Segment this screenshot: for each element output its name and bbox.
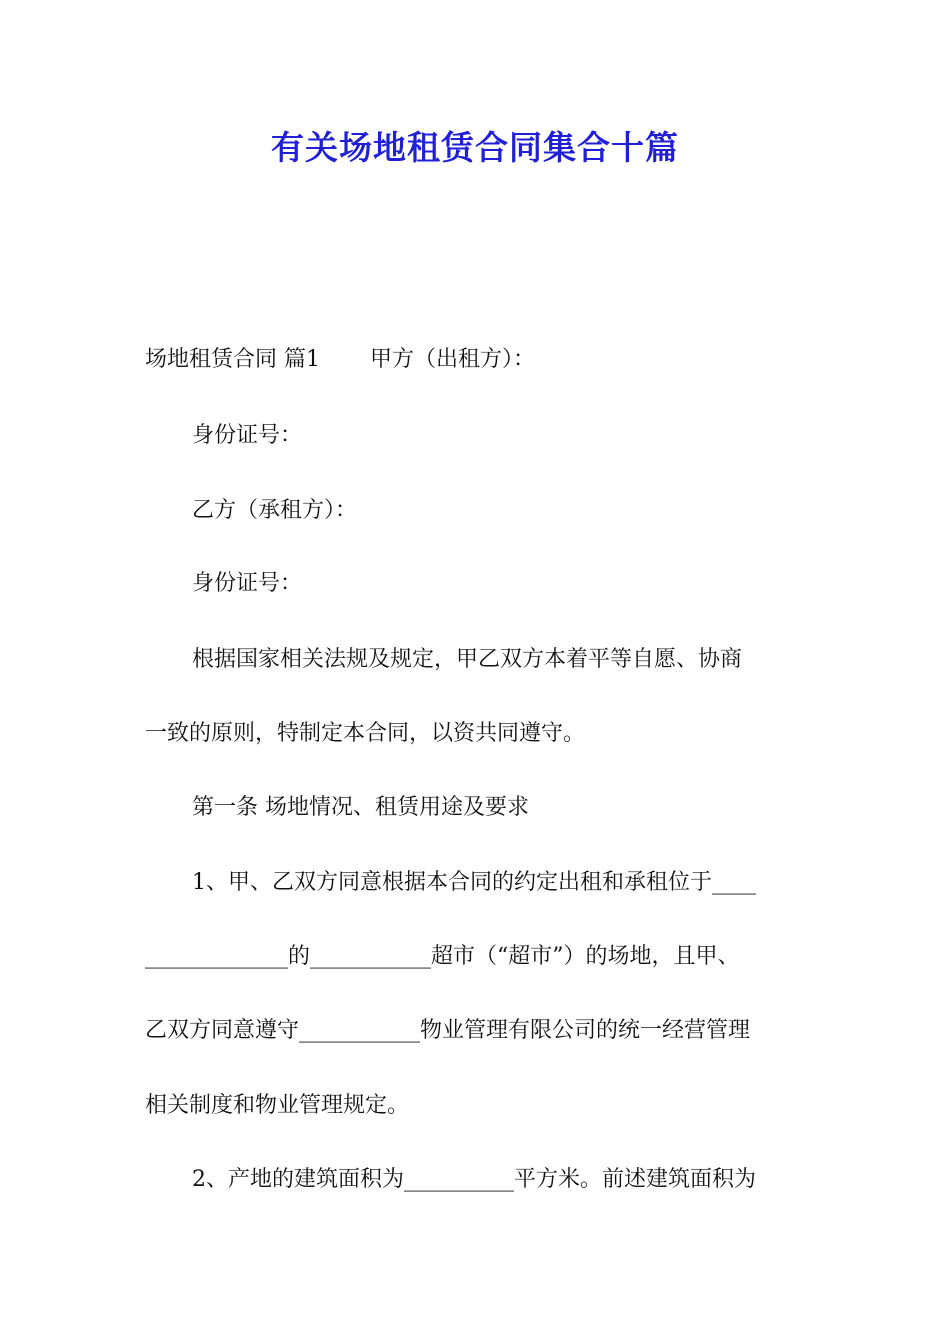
party-b-id-line: 身份证号： <box>192 571 303 596</box>
party-b-label: 乙方（承租方）： <box>192 498 358 523</box>
article-1-heading: 第一条 场地情况、租赁用途及要求 <box>192 795 529 820</box>
clause-1-line-2: _____________的___________超市（“超市”）的场地，且甲、 <box>145 944 740 969</box>
preamble-line-1: 根据国家相关法规及规定，甲乙双方本着平等自愿、协商 <box>192 647 743 672</box>
contract-heading-line <box>145 345 815 375</box>
clause-1-line-1: 1、甲、乙双方同意根据本合同的约定出租和承租位于____ <box>192 870 756 895</box>
contract-section-label: 场地租赁合同 篇1 <box>145 347 320 372</box>
party-a-label: 甲方（出租方）： <box>370 347 536 372</box>
clause-1-line-3: 乙双方同意遵守___________物业管理有限公司的统一经营管理 <box>145 1018 751 1043</box>
clause-2-line-1: 2、产地的建筑面积为__________平方米。前述建筑面积为 <box>192 1167 756 1192</box>
party-a-id-line: 身份证号： <box>192 423 303 448</box>
clause-1-line-4: 相关制度和物业管理规定。 <box>145 1093 410 1118</box>
document-title: 有关场地租赁合同集合十篇 <box>271 128 679 167</box>
preamble-line-2: 一致的原则，特制定本合同，以资共同遵守。 <box>145 721 586 746</box>
